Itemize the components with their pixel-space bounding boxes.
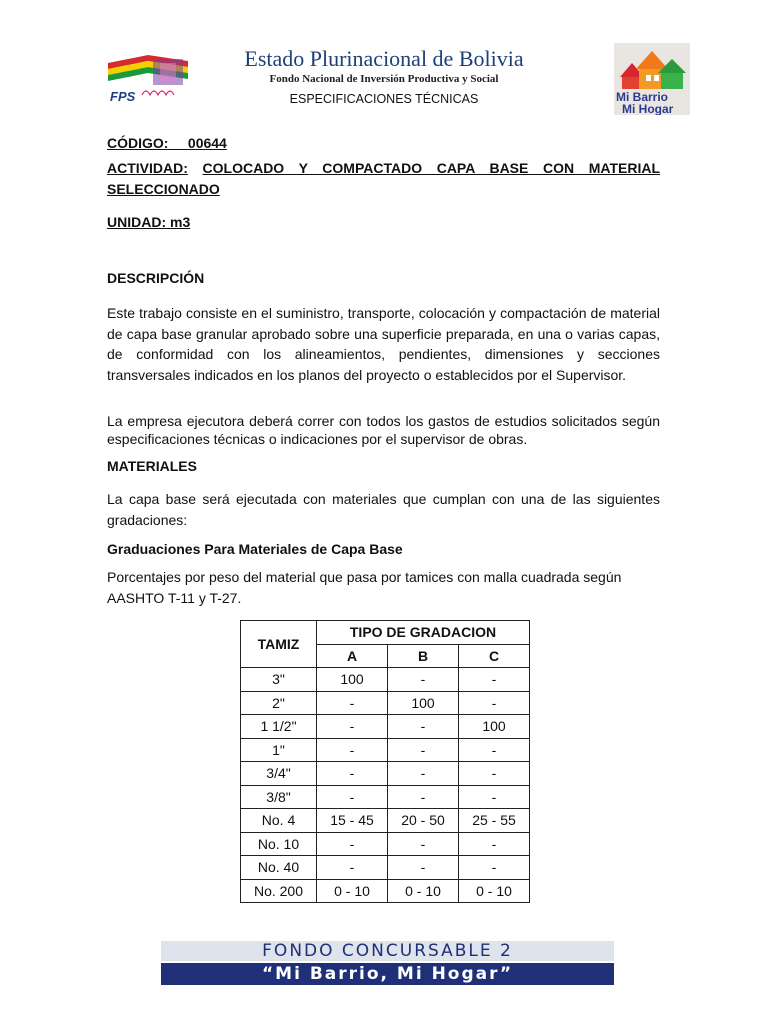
tamiz-cell: No. 4 (241, 809, 317, 833)
gradation-cell: - (317, 691, 388, 715)
fps-logo-text: FPS (110, 89, 136, 104)
header-title: Estado Plurinacional de Bolivia (244, 46, 524, 71)
unidad-line: UNIDAD: m3 (107, 214, 191, 230)
logo-right-line2: Mi Hogar (622, 102, 674, 115)
header-subtitle: Fondo Nacional de Inversión Productiva y Social (269, 73, 499, 85)
materiales-heading: MATERIALES (107, 458, 197, 474)
gradation-cell: 0 - 10 (459, 879, 530, 903)
col-a-header: A (317, 644, 388, 668)
gradation-cell: 0 - 10 (388, 879, 459, 903)
gradation-table (240, 620, 530, 903)
graduaciones-paragraph: Porcentajes por peso del material que pasa por tamices con malla cuadrada según AASHTO T-11 y T-27. (107, 569, 622, 606)
gradation-cell: - (317, 715, 388, 739)
gradation-cell: 20 - 50 (388, 809, 459, 833)
gradation-cell: 0 - 10 (317, 879, 388, 903)
gradation-cell: - (388, 738, 459, 762)
codigo-line (107, 133, 660, 154)
table-row (241, 762, 530, 786)
gradation-cell: - (459, 832, 530, 856)
gradation-cell: - (388, 762, 459, 786)
gradation-cell: 100 (459, 715, 530, 739)
actividad-value: COLOCADO Y COMPACTADO CAPA BASE CON MATERIAL SELECCIONADO (107, 160, 661, 197)
gradation-cell: - (388, 668, 459, 692)
table-header-row (241, 621, 530, 645)
descripcion-paragraph-2: La empresa ejecutora deberá correr con todos los gastos de estudios solicitados según especificaciones técnicas o indicaciones por el supervisor de obras. (107, 413, 660, 447)
gradation-cell: - (459, 856, 530, 880)
graduaciones-heading: Graduaciones Para Materiales de Capa Base (107, 541, 403, 557)
gradation-cell: - (459, 762, 530, 786)
descripcion-heading: DESCRIPCIÓN (107, 270, 205, 286)
gradation-cell: 100 (317, 668, 388, 692)
tamiz-cell: No. 200 (241, 879, 317, 903)
tamiz-cell: 3/4" (241, 762, 317, 786)
gradation-cell: - (388, 715, 459, 739)
table-row (241, 832, 530, 856)
footer-banner (161, 941, 614, 985)
materiales-paragraph: La capa base será ejecutada con materiales que cumplan con una de las siguientes gradaciones: (107, 491, 660, 528)
codigo-label: CÓDIGO: (107, 135, 169, 151)
footer-banner-bottom: “Mi Barrio, Mi Hogar” (161, 963, 614, 985)
gradation-cell: - (459, 785, 530, 809)
descripcion-paragraph-1: Este trabajo consiste en el suministro, transporte, colocación y compactación de material de capa base granular aprobado sobre una superficie preparada, en una o varias capas, de conformidad con los alineamientos, pendientes, dimensiones y secciones transversales indicados en los planos del proyecto o establecidos por el Supervisor. (107, 305, 660, 383)
table-row (241, 738, 530, 762)
gradation-cell: - (388, 856, 459, 880)
tamiz-cell: 1" (241, 738, 317, 762)
col-tamiz-header: TAMIZ (241, 621, 317, 668)
gradation-cell: - (388, 832, 459, 856)
gradation-cell: - (317, 856, 388, 880)
spec-label: ESPECIFICACIONES TÉCNICAS (289, 92, 479, 106)
table-row (241, 691, 530, 715)
tamiz-cell: No. 40 (241, 856, 317, 880)
tamiz-cell: 1 1/2" (241, 715, 317, 739)
gradation-cell: - (459, 738, 530, 762)
gradation-cell: - (317, 785, 388, 809)
actividad-line (107, 158, 660, 199)
gradation-cell: - (459, 668, 530, 692)
gradation-cell: - (459, 691, 530, 715)
gradation-cell: 15 - 45 (317, 809, 388, 833)
gradation-cell: - (388, 785, 459, 809)
gradation-cell: 25 - 55 (459, 809, 530, 833)
table-row (241, 715, 530, 739)
tamiz-cell: 3/8" (241, 785, 317, 809)
actividad-label: ACTIVIDAD: (107, 160, 188, 176)
gradation-cell: - (317, 762, 388, 786)
table-row (241, 809, 530, 833)
tamiz-cell: 2" (241, 691, 317, 715)
col-b-header: B (388, 644, 459, 668)
table-row (241, 856, 530, 880)
col-c-header: C (459, 644, 530, 668)
codigo-value: 00644 (187, 135, 227, 151)
footer-banner-top: FONDO CONCURSABLE 2 (161, 941, 614, 961)
table-row (241, 668, 530, 692)
tamiz-cell: No. 10 (241, 832, 317, 856)
gradation-cell: - (317, 832, 388, 856)
gradation-cell: 100 (388, 691, 459, 715)
table-row (241, 879, 530, 903)
logo-right-line1: Mi Barrio (616, 90, 669, 104)
col-group-header: TIPO DE GRADACION (317, 621, 530, 645)
tamiz-cell: 3" (241, 668, 317, 692)
table-row (241, 785, 530, 809)
gradation-cell: - (317, 738, 388, 762)
